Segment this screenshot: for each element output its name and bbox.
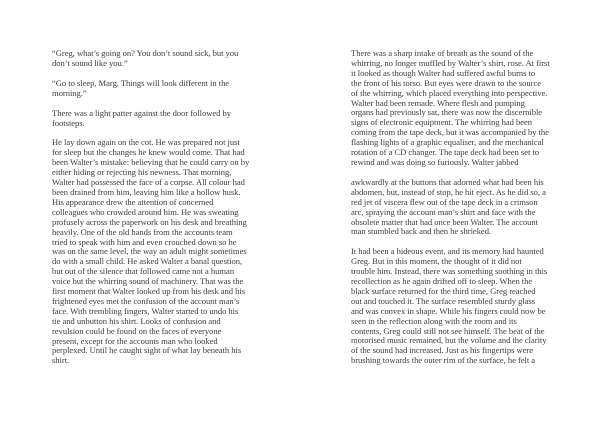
text-line: either hiding or rejecting his newness. That morning, — [52, 167, 232, 178]
text-line: red jet of viscera flew out of the tape deck in a crimson — [351, 196, 538, 207]
text-line: recollection as he again drifted off to sleep. When the — [351, 276, 533, 287]
text-line: awkwardly at the buttons that adorned what had been his — [351, 176, 544, 187]
text-line: tried to speak with him and even crouched down so he — [52, 236, 237, 247]
text-line: revulsion could be found on the faces of everyone — [52, 325, 222, 336]
text-line: of the sound had increased. Just as his fingertips were — [351, 345, 533, 356]
paragraph — [52, 138, 295, 366]
text-line: face. With trembling fingers, Walter started to undo his — [52, 305, 239, 316]
text-line: and was convex in shape. While his fingers could now be — [351, 305, 546, 316]
text-line: It had been a hideous event, and its memory had haunted — [351, 246, 544, 257]
text-line: do with a small child. He asked Walter a banal question, — [52, 256, 243, 267]
text-line: shirt. — [52, 355, 70, 366]
text-line: brushing towards the outer rim of the surface, he felt a — [351, 355, 536, 366]
text-line: flashing lights of a graphic equaliser, and the mechanical — [351, 137, 544, 148]
paragraph — [351, 49, 585, 168]
text-line: There was a sharp intake of breath as the sound of the — [351, 48, 534, 58]
text-line: whirring, no longer muffled by Walter’s shirt, rose. At first — [351, 57, 550, 68]
text-line: motorised music remained, but the volume and the clarity — [351, 335, 547, 346]
text-line: but out of the silence that followed came not a human — [52, 266, 235, 277]
text-line: it looked as though Walter had suffered awful burns to — [351, 67, 536, 78]
text-line: organs had previously sat, there was now the discernible — [351, 107, 543, 118]
text-line: Walter had possessed the face of a corpse. All colour had — [52, 177, 245, 188]
paragraph — [52, 109, 295, 129]
text-line: seen in the reflection along with the room and its — [351, 315, 517, 326]
text-line: was on the same level, the way an adult might sometimes — [52, 246, 247, 257]
text-line: profusely across the paperwork on his desk and breathing — [52, 216, 247, 227]
text-line: rewind and was doing so furiously. Walter jabbed — [351, 156, 519, 167]
text-line: first moment that Walter looked up from his desk and his — [52, 286, 246, 297]
text-line: There was a light patter against the door followed by — [52, 107, 231, 118]
text-line: arc, spraying the account man’s shirt and face with the — [351, 206, 536, 217]
text-line: present, except for the accounts man who looked — [52, 335, 218, 346]
text-line: coming from the tape deck, but it was accompanied by the — [351, 127, 549, 138]
text-line: been Walter’s mistake: believing that he could carry on by — [52, 157, 250, 168]
text-line: black surface returned for the third time, Greg reached — [351, 285, 536, 296]
text-line: morning.” — [52, 87, 87, 98]
text-line: voice but the whirring sound of machinery. That was the — [52, 276, 244, 287]
text-line: for sleep but the changes he knew would come. That had — [52, 147, 245, 158]
text-line: tie and unbutton his shirt. Looks of confusion and — [52, 315, 221, 326]
text-line: His appearance drew the attention of concerned — [52, 196, 214, 207]
text-line: colleagues who crowded around him. He was sweating — [52, 206, 239, 217]
text-line: obsolete matter that had once been Walter. The account — [351, 216, 538, 227]
text-line: perplexed. Until he caught sight of what lay beneath his — [52, 345, 242, 356]
text-line: Greg. But in this moment, the thought of it did not — [351, 256, 522, 267]
text-line: of the whirring, which placed everything into perspective. — [351, 87, 548, 98]
text-line: “Go to sleep, Marg. Things will look different in the — [52, 77, 230, 88]
text-line: out and touched it. The surface resembled sturdy glass — [351, 295, 536, 306]
text-line: He lay down again on the cot. He was prepared not just — [52, 137, 240, 148]
text-line: signs of electronic equipment. The whirring had been — [351, 117, 532, 128]
text-line: don’t sound like you.” — [52, 57, 128, 68]
text-line: footsteps. — [52, 117, 85, 128]
paragraph — [351, 178, 585, 237]
left-page — [52, 49, 295, 376]
text-line: been drained from him, leaving him like a hollow husk. — [52, 186, 241, 197]
text-line: contents, Greg could still not see himself. The beat of the — [351, 325, 545, 336]
text-line: man stumbled back and then he shrieked. — [351, 226, 492, 237]
right-page — [351, 49, 585, 376]
text-line: frightened eyes met the confusion of the account man’s — [52, 295, 240, 306]
text-line: the front of his torso. But eyes were drawn to the source — [351, 77, 541, 88]
text-line: rotation of a CD changer. The tape deck had been set to — [351, 147, 539, 158]
text-line: trouble him. Instead, there was something soothing in this — [351, 266, 548, 277]
text-line: “Greg, what’s going on? You don’t sound sick, but you — [52, 48, 239, 58]
text-line: Walter had been remade. Where flesh and pumping — [351, 97, 525, 108]
text-line: heavily. One of the old hands from the accounts team — [52, 226, 233, 237]
paragraph — [52, 49, 295, 69]
paragraph — [351, 247, 585, 366]
text-line: abdomen, but, instead of stop, he hit eject. As he did so, a — [351, 186, 546, 197]
paragraph — [52, 79, 295, 99]
